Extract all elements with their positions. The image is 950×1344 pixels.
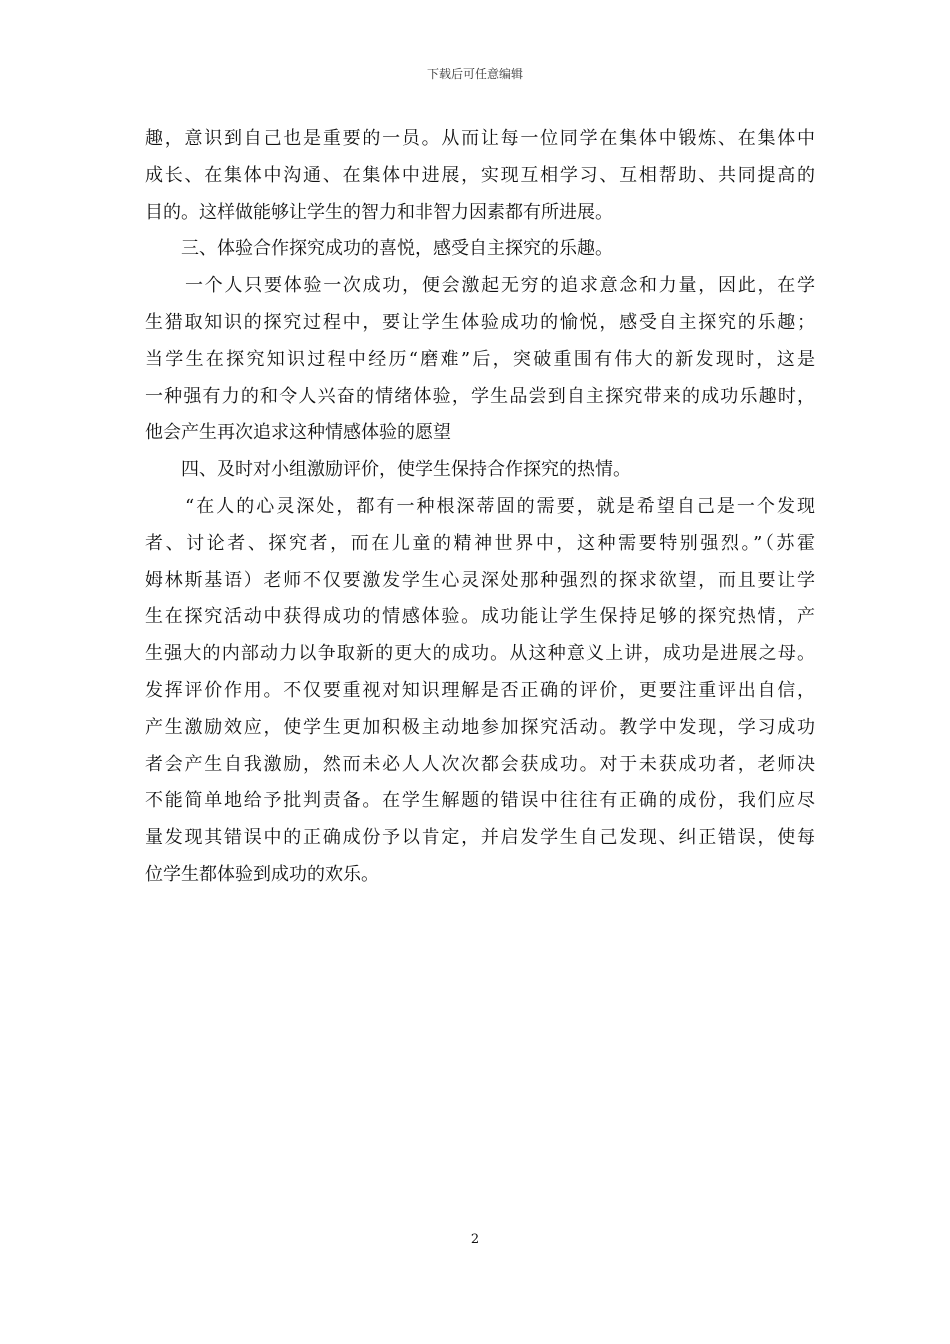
section-heading-4: 四、及时对小组激励评价，使学生保持合作探究的热情。 — [181, 459, 631, 481]
body-line: “在人的心灵深处，都有一种根深蒂固的需要，就是希望自己是一个发现 — [185, 495, 815, 517]
body-line: 姆林斯基语）老师不仅要激发学生心灵深处那种强烈的探求欲望，而且要让学 — [145, 569, 815, 591]
body-line: 发挥评价作用。不仅要重视对知识理解是否正确的评价，更要注重评出自信， — [145, 679, 815, 701]
body-line: 生在探究活动中获得成功的情感体验。成功能让学生保持足够的探究热情，产 — [145, 606, 815, 628]
body-line: 不能简单地给予批判责备。在学生解题的错误中往往有正确的成份，我们应尽 — [145, 790, 815, 812]
body-line: 生猎取知识的探究过程中，要让学生体验成功的愉悦，感受自主探究的乐趣； — [145, 311, 815, 333]
document-body — [145, 121, 815, 894]
body-line: 目的。这样做能够让学生的智力和非智力因素都有所进展。 — [145, 201, 613, 223]
body-line: 成长、在集体中沟通、在集体中进展，实现互相学习、互相帮助、共同提高的 — [145, 164, 815, 186]
body-line: 产生激励效应，使学生更加积极主动地参加探究活动。教学中发现，学习成功 — [145, 716, 815, 738]
body-line: 量发现其错误中的正确成份予以肯定，并启发学生自己发现、纠正错误，使每 — [145, 827, 815, 849]
body-line: 趣，意识到自己也是重要的一员。从而让每一位同学在集体中锻炼、在集体中 — [145, 128, 815, 149]
body-line: 他会产生再次追求这种情感体验的愿望 — [145, 422, 451, 444]
section-heading-3: 三、体验合作探究成功的喜悦，感受自主探究的乐趣。 — [181, 238, 613, 260]
page-header: 下载后可任意编辑 — [426, 67, 523, 81]
body-line: 位学生都体验到成功的欢乐。 — [145, 863, 379, 885]
body-line: 生强大的内部动力以争取新的更大的成功。从这种意义上讲，成功是进展之母。 — [145, 643, 815, 665]
body-line: 一个人只要体验一次成功，便会激起无穷的追求意念和力量，因此，在学 — [185, 275, 815, 297]
body-line: 一种强有力的和令人兴奋的情绪体验，学生品尝到自主探究带来的成功乐趣时， — [145, 385, 815, 407]
body-line: 当学生在探究知识过程中经历“磨难”后，突破重围有伟大的新发现时，这是 — [145, 348, 815, 370]
page-number: 2 — [470, 1232, 480, 1247]
body-line: 者会产生自我激励，然而未必人人次次都会获成功。对于未获成功者，老师决 — [145, 753, 815, 775]
body-line: 者、讨论者、探究者，而在儿童的精神世界中，这种需要特别强烈。”（苏霍 — [145, 532, 815, 554]
